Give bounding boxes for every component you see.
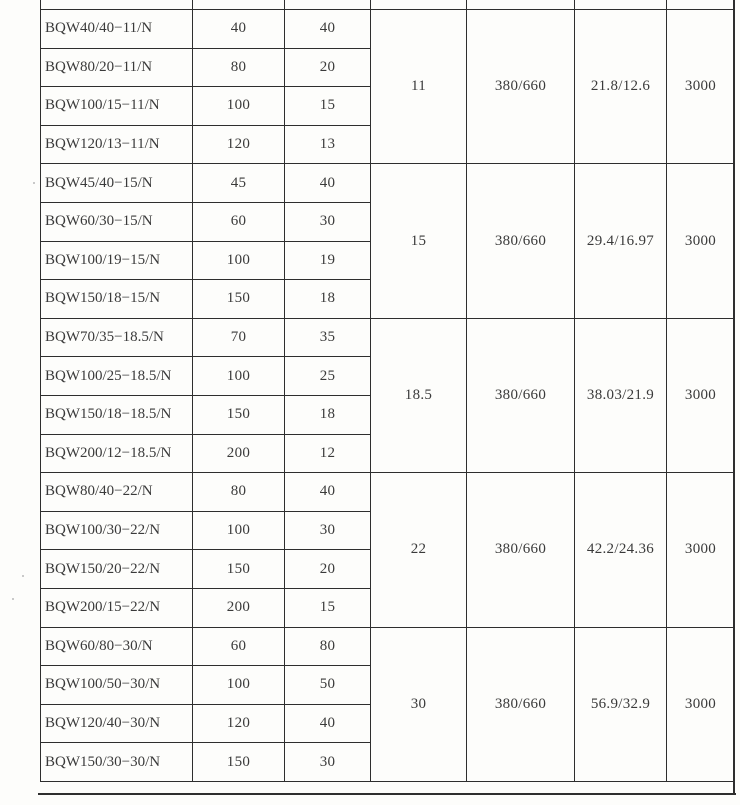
speed-cell: 3000 [667, 164, 735, 318]
voltage-cell: 380/660 [467, 10, 575, 164]
current-cell: 38.03/21.9 [575, 318, 667, 472]
flow-cell: 100 [193, 666, 285, 705]
model-cell: BQW200/12−18.5/N [41, 434, 193, 473]
current-cell: 29.4/16.97 [575, 164, 667, 318]
flow-cell: 150 [193, 280, 285, 319]
flow-cell: 120 [193, 125, 285, 164]
head-cell: 20 [285, 48, 371, 87]
head-cell: 35 [285, 318, 371, 357]
flow-cell: 100 [193, 241, 285, 280]
header-cell [667, 0, 735, 10]
power-cell: 22 [371, 473, 467, 627]
flow-cell: 100 [193, 87, 285, 126]
speed-cell: 3000 [667, 627, 735, 781]
head-cell: 19 [285, 241, 371, 280]
model-cell: BQW150/30−30/N [41, 743, 193, 782]
head-cell: 13 [285, 125, 371, 164]
model-cell: BQW100/25−18.5/N [41, 357, 193, 396]
flow-cell: 120 [193, 704, 285, 743]
model-cell: BQW100/30−22/N [41, 511, 193, 550]
flow-cell: 60 [193, 627, 285, 666]
head-cell: 20 [285, 550, 371, 589]
head-cell: 18 [285, 395, 371, 434]
flow-cell: 150 [193, 395, 285, 434]
header-cell [467, 0, 575, 10]
current-cell: 21.8/12.6 [575, 10, 667, 164]
header-cell [371, 0, 467, 10]
header-cell [575, 0, 667, 10]
head-cell: 40 [285, 10, 371, 49]
model-cell: BQW150/18−15/N [41, 280, 193, 319]
voltage-cell: 380/660 [467, 473, 575, 627]
head-cell: 30 [285, 202, 371, 241]
flow-cell: 45 [193, 164, 285, 203]
model-cell: BQW100/19−15/N [41, 241, 193, 280]
current-cell: 56.9/32.9 [575, 627, 667, 781]
head-cell: 15 [285, 87, 371, 126]
flow-cell: 100 [193, 511, 285, 550]
header-cell [193, 0, 285, 10]
table-row [41, 473, 735, 512]
head-cell: 40 [285, 164, 371, 203]
model-cell: BQW60/30−15/N [41, 202, 193, 241]
scan-speck [33, 182, 35, 184]
scan-speck [22, 575, 24, 577]
voltage-cell: 380/660 [467, 318, 575, 472]
table-row [41, 627, 735, 666]
flow-cell: 150 [193, 743, 285, 782]
table-bottom-border [38, 793, 736, 795]
voltage-cell: 380/660 [467, 627, 575, 781]
voltage-cell: 380/660 [467, 164, 575, 318]
head-cell: 30 [285, 743, 371, 782]
flow-cell: 40 [193, 10, 285, 49]
flow-cell: 60 [193, 202, 285, 241]
flow-cell: 200 [193, 434, 285, 473]
head-cell: 18 [285, 280, 371, 319]
flow-cell: 80 [193, 48, 285, 87]
model-cell: BQW60/80−30/N [41, 627, 193, 666]
model-cell: BQW120/40−30/N [41, 704, 193, 743]
speed-cell: 3000 [667, 473, 735, 627]
head-cell: 12 [285, 434, 371, 473]
model-cell: BQW120/13−11/N [41, 125, 193, 164]
model-cell: BQW150/20−22/N [41, 550, 193, 589]
head-cell: 30 [285, 511, 371, 550]
model-cell: BQW200/15−22/N [41, 588, 193, 627]
flow-cell: 80 [193, 473, 285, 512]
model-cell: BQW45/40−15/N [41, 164, 193, 203]
flow-cell: 200 [193, 588, 285, 627]
model-cell: BQW100/50−30/N [41, 666, 193, 705]
model-cell: BQW100/15−11/N [41, 87, 193, 126]
model-cell: BQW150/18−18.5/N [41, 395, 193, 434]
power-cell: 18.5 [371, 318, 467, 472]
flow-cell: 70 [193, 318, 285, 357]
pump-spec-table [40, 0, 735, 782]
header-row-stub [41, 0, 735, 10]
flow-cell: 100 [193, 357, 285, 396]
power-cell: 11 [371, 10, 467, 164]
scan-speck [12, 598, 14, 600]
speed-cell: 3000 [667, 10, 735, 164]
table-row [41, 164, 735, 203]
header-cell [285, 0, 371, 10]
head-cell: 40 [285, 704, 371, 743]
head-cell: 40 [285, 473, 371, 512]
model-cell: BQW80/20−11/N [41, 48, 193, 87]
header-cell [41, 0, 193, 10]
pump-spec-table-body [41, 0, 735, 781]
table-right-border [733, 0, 735, 795]
model-cell: BQW80/40−22/N [41, 473, 193, 512]
power-cell: 15 [371, 164, 467, 318]
head-cell: 15 [285, 588, 371, 627]
table-row [41, 10, 735, 49]
current-cell: 42.2/24.36 [575, 473, 667, 627]
power-cell: 30 [371, 627, 467, 781]
head-cell: 80 [285, 627, 371, 666]
speed-cell: 3000 [667, 318, 735, 472]
model-cell: BQW40/40−11/N [41, 10, 193, 49]
model-cell: BQW70/35−18.5/N [41, 318, 193, 357]
table-row [41, 318, 735, 357]
head-cell: 25 [285, 357, 371, 396]
flow-cell: 150 [193, 550, 285, 589]
head-cell: 50 [285, 666, 371, 705]
